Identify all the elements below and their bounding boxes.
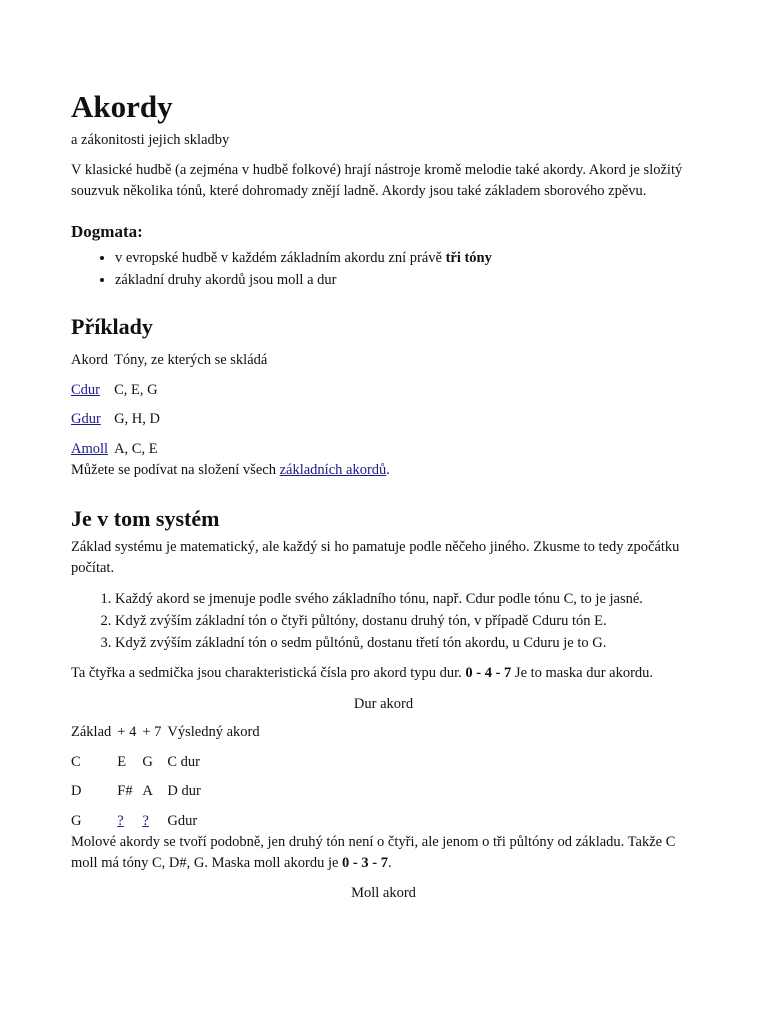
table-row (71, 777, 260, 807)
dur-table (65, 718, 266, 836)
table-cell: C dur (167, 753, 201, 770)
system-heading: Je v tom systém (71, 506, 220, 531)
table-cell: G (71, 812, 82, 829)
system-intro: Základ systému je matematický, ale každý si ho pamatuje podle něčeho jiného. Zkusme to tedy zpočátku počítat. (71, 539, 680, 576)
table-header-row (71, 718, 260, 748)
table-header-cell: Akord (71, 352, 109, 369)
more-chords-text: Můžete se podívat na složení všech (71, 462, 280, 478)
dogma-text: v evropské hudbě v každém základním akordu zní právě (115, 250, 446, 266)
moll-text: Molové akordy se tvoří podobně, jen druhý tón není o čtyři, ale jenom o tři půltóny od základu. Takže C moll má tóny C, D#, G. Maska moll akordu je (71, 834, 676, 871)
table-cell: Gdur (167, 812, 198, 829)
table-cell: E (117, 753, 127, 770)
moll-paragraph (71, 832, 696, 874)
table-cell: C (71, 753, 81, 770)
chord-link-amoll[interactable]: Amoll (71, 440, 109, 457)
dur-table-caption: Dur akord (353, 696, 414, 712)
table-header-cell: Základ (71, 724, 112, 741)
mask-paragraph (71, 663, 696, 684)
table-header-cell: Výsledný akord (167, 724, 260, 741)
table-cell: D (71, 783, 82, 800)
moll-table-caption: Moll akord (351, 885, 416, 901)
question-link-second-tone[interactable]: ? (117, 812, 124, 829)
table-cell: C, E, G (114, 381, 158, 398)
table-row (71, 405, 267, 435)
examples-table (65, 346, 273, 464)
intro-paragraph: V klasické hudbě (a zejména v hudbě folkové) hrají nástroje kromě melodie také akordy. Akord je složitý souzvuk několika tónů, které dohromady znějí ladně. Akordy jsou také základem sborového zpěvu. (71, 162, 683, 199)
dogmata-heading: Dogmata: (71, 222, 143, 241)
list-item (115, 247, 696, 269)
table-cell: G, H, D (114, 411, 160, 428)
chord-link-cdur[interactable]: Cdur (71, 381, 100, 398)
dogma-bold: tři tóny (445, 250, 492, 266)
system-steps (71, 588, 696, 654)
basic-chords-link[interactable]: základních akordů (279, 462, 387, 478)
list-item: 3. Když zvýším základní tón o sedm půltónů, dostanu třetí tón akordu, u Cduru je to G. (115, 632, 696, 654)
dogmata-list (71, 247, 696, 291)
table-row (71, 748, 260, 778)
question-link-third-tone[interactable]: ? (142, 812, 149, 829)
page-title: Akordy (71, 89, 173, 124)
mask-end: Je to maska dur akordu. (511, 665, 654, 681)
table-header-row (71, 346, 267, 376)
table-cell: G (142, 753, 153, 770)
table-cell: D dur (167, 783, 201, 800)
chord-link-gdur[interactable]: Gdur (71, 411, 101, 428)
table-row (71, 376, 267, 406)
list-item: 1. Každý akord se jmenuje podle svého základního tónu, např. Cdur podle tónu C, to je jasné. (115, 588, 696, 610)
table-header-cell: Tóny, ze kterých se skládá (114, 352, 268, 369)
mask-text: Ta čtyřka a sedmička jsou charakteristická čísla pro akord typu dur. (71, 665, 466, 681)
moll-bold: 0 - 3 - 7 (342, 855, 388, 871)
table-cell: A (142, 783, 153, 800)
examples-heading: Příklady (71, 314, 153, 339)
more-chords-paragraph (71, 460, 696, 481)
list-item: • základní druhy akordů jsou moll a dur (115, 269, 696, 291)
table-header-cell: + 4 (117, 724, 137, 741)
mask-bold: 0 - 4 - 7 (465, 665, 512, 681)
more-chords-end: . (386, 462, 390, 478)
moll-end: . (387, 855, 392, 871)
list-item: 2. Když zvýším základní tón o čtyři půltóny, dostanu druhý tón, v případě Cduru tón E. (115, 610, 696, 632)
table-cell: F# (117, 783, 133, 800)
page-subtitle: a zákonitosti jejich skladby (71, 132, 230, 148)
table-header-cell: + 7 (142, 724, 162, 741)
table-cell: A, C, E (114, 440, 158, 457)
